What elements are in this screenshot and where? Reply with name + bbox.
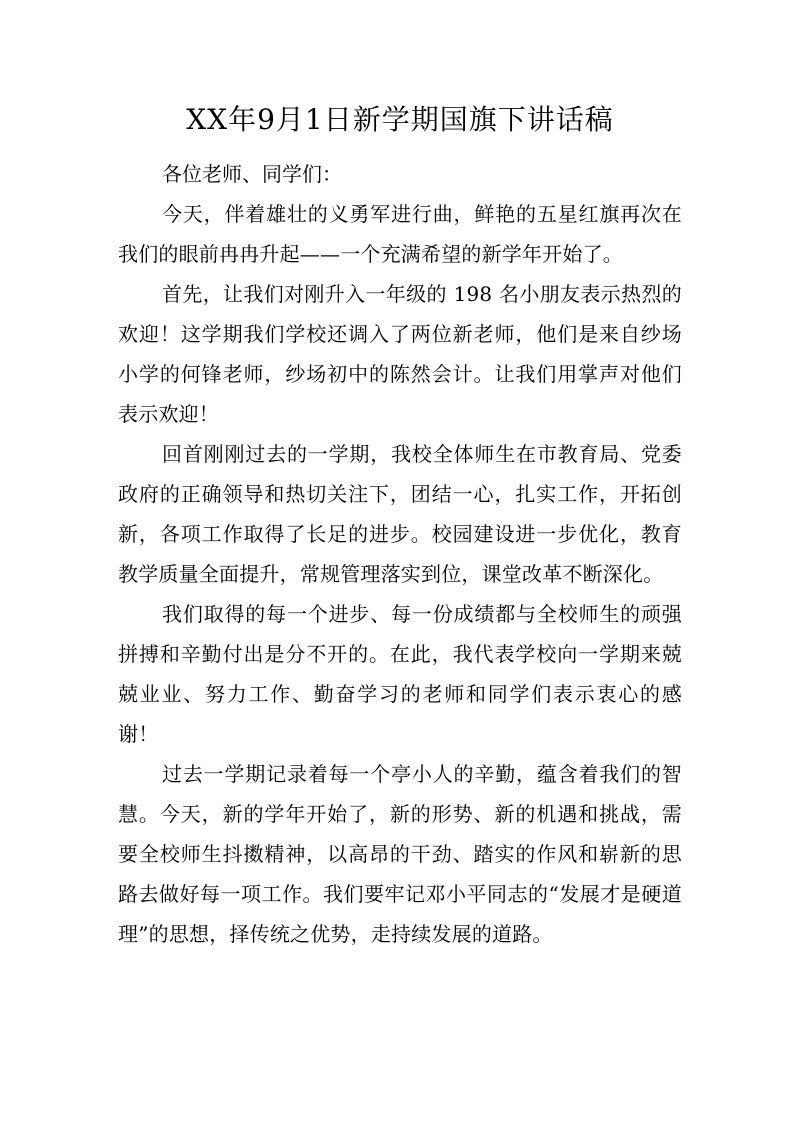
paragraph-1: 今天，伴着雄壮的义勇军进行曲，鲜艳的五星红旗再次在我们的眼前冉冉升起——一个充满希望的新学年开始了。: [118, 202, 682, 266]
salutation: 各位老师、同学们：: [162, 162, 342, 186]
paragraph-3: 回首刚刚过去的一学期，我校全体师生在市教育局、党委政府的正确领导和热切关注下，团结一心，扎实工作，开拓创新，各项工作取得了长足的进步。校园建设进一步优化，教育教学质量全面提升，常规管理落实到位，课堂改革不断深化。: [118, 442, 682, 586]
paragraph-5: 过去一学期记录着每一个亭小人的辛勤，蕴含着我们的智慧。今天，新的学年开始了，新的形势、新的机遇和挑战，需要全校师生抖擞精神，以高昂的干劲、踏实的作风和崭新的思路去做好每一项工作。我们要牢记邓小平同志的“发展才是硬道理”的思想，择传统之优势，走持续发展的道路。: [118, 762, 682, 946]
paragraph-4: 我们取得的每一个进步、每一份成绩都与全校师生的顽强拼搏和辛勤付出是分不开的。在此，我代表学校向一学期来兢兢业业、努力工作、勤奋学习的老师和同学们表示衷心的感谢！: [118, 602, 682, 746]
paragraph-2: 首先，让我们对刚升入一年级的 198 名小朋友表示热烈的欢迎！这学期我们学校还调入了两位新老师，他们是来自纱场小学的何锋老师，纱场初中的陈然会计。让我们用掌声对他们表示欢迎！: [118, 282, 682, 426]
document-title: XX年9月1日新学期国旗下讲话稿: [186, 103, 614, 136]
